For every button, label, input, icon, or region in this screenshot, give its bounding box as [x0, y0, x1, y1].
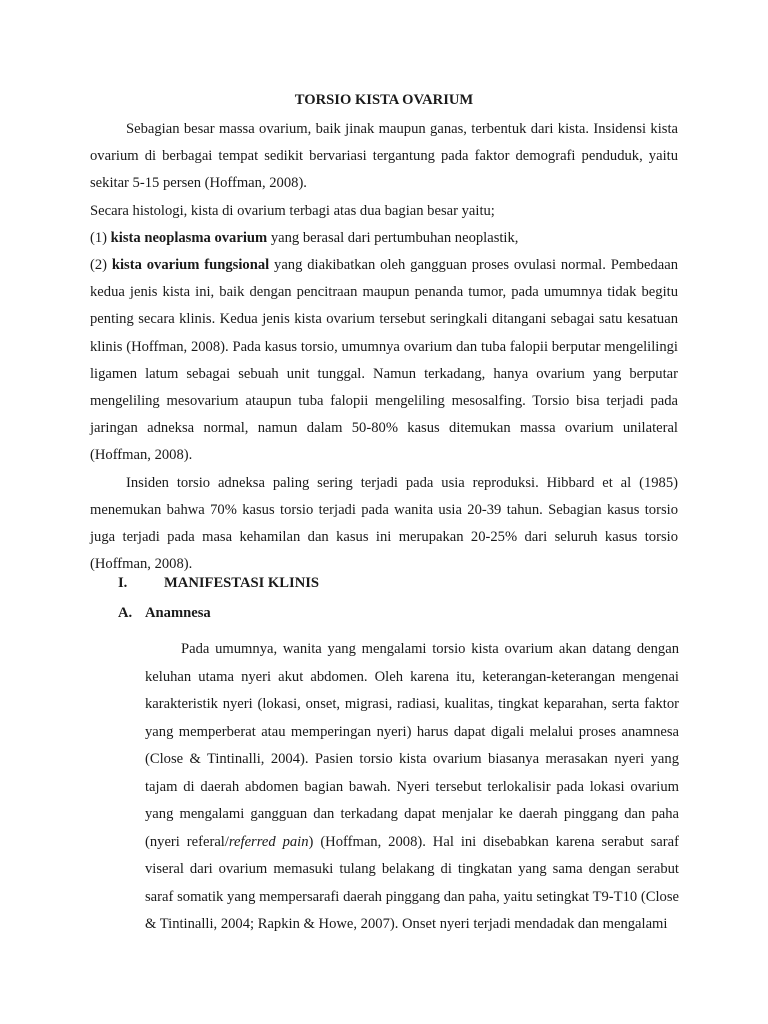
paragraph-1: Sebagian besar massa ovarium, baik jinak maupun ganas, terbentuk dari kista. Insidensi kista ovarium di berbagai tempat sedikit bervariasi tergantung pada faktor demografi penduduk, yaitu sekitar 5-15 persen (Hoffman, 2008).: [90, 121, 678, 192]
subsection-heading: Anamnesa: [145, 605, 211, 621]
document-title: TORSIO KISTA OVARIUM: [294, 92, 474, 108]
intro-text: [90, 116, 678, 578]
list-item-1-term: kista neoplasma ovarium: [110, 229, 268, 246]
list-item-1: [90, 225, 678, 252]
anamnesa-text: [145, 636, 679, 939]
list-item-2-term: kista ovarium fungsional: [111, 257, 270, 274]
list-item-2-prefix: (2): [90, 257, 112, 274]
paragraph-4-part-2: ) (Hoffman, 2008). Hal ini disebabkan karena serabut saraf viseral dari ovarium memasuki tulang belakang di tingkatan yang sama dengan serabut saraf somatik yang mempersarafi daerah pinggang dan paha, yaitu setingkat T9-T10 (Close & Tintinalli, 2004; Rapkin & Howe, 2007). Onset nyeri terjadi mendadak dan mengalami: [145, 833, 679, 932]
paragraph-4-italic: referred pain: [228, 833, 309, 850]
list-item-1-prefix: (1): [90, 229, 111, 246]
list-item-2: [90, 252, 678, 470]
section-heading: MANIFESTASI KLINIS: [164, 575, 320, 591]
subsection-number: A.: [118, 605, 133, 621]
section-number: I.: [118, 575, 128, 591]
list-item-1-text: yang berasal dari pertumbuhan neoplastik,: [267, 229, 519, 246]
list-item-2-text: yang diakibatkan oleh gangguan proses ovulasi normal. Pembedaan kedua jenis kista ini, baik dengan pencitraan maupun penanda tumor, pada umumnya tidak begitu penting secara klinis. Kedua jenis kista ovarium tersebut seringkali ditangani sebagai satu kesatuan klinis (Hoffman, 2008). Pada kasus torsio, umumnya ovarium dan tuba falopii berputar mengelilingi ligamen latum sebagai sebuah unit tunggal. Namun terkadang, hanya ovarium yang berputar mengeliling mesovarium ataupun tuba falopii mengeliling mesosalfing. Torsio bisa terjadi pada jaringan adneksa normal, namun dalam 50-80% kasus ditemukan massa ovarium unilateral (Hoffman, 2008).: [90, 257, 678, 464]
paragraph-4-part-1: Pada umumnya, wanita yang mengalami torsio kista ovarium akan datang dengan keluhan utama nyeri akut abdomen. Oleh karena itu, keterangan-keterangan mengenai karakteristik nyeri (lokasi, onset, migrasi, radiasi, kualitas, tingkat keparahan, serta faktor yang memperberat atau memperingan nyeri) harus dapat digali melalui proses anamnesa (Close & Tintinalli, 2004). Pasien torsio kista ovarium biasanya merasakan nyeri yang tajam di daerah abdomen bagian bawah. Nyeri tersebut terlokalisir pada lokasi ovarium yang mengalami gangguan dan terkadang dapat menjalar ke daerah pinggang dan paha (nyeri referal/: [145, 641, 679, 850]
paragraph-4: [145, 636, 679, 939]
paragraph-2: Secara histologi, kista di ovarium terbagi atas dua bagian besar yaitu;: [90, 202, 495, 219]
paragraph-3: Insiden torsio adneksa paling sering terjadi pada usia reproduksi. Hibbard et al (1985) menemukan bahwa 70% kasus torsio terjadi pada wanita usia 20-39 tahun. Sebagian kasus torsio juga terjadi pada masa kehamilan dan kasus ini merupakan 20-25% dari seluruh kasus torsio (Hoffman, 2008).: [90, 474, 678, 573]
